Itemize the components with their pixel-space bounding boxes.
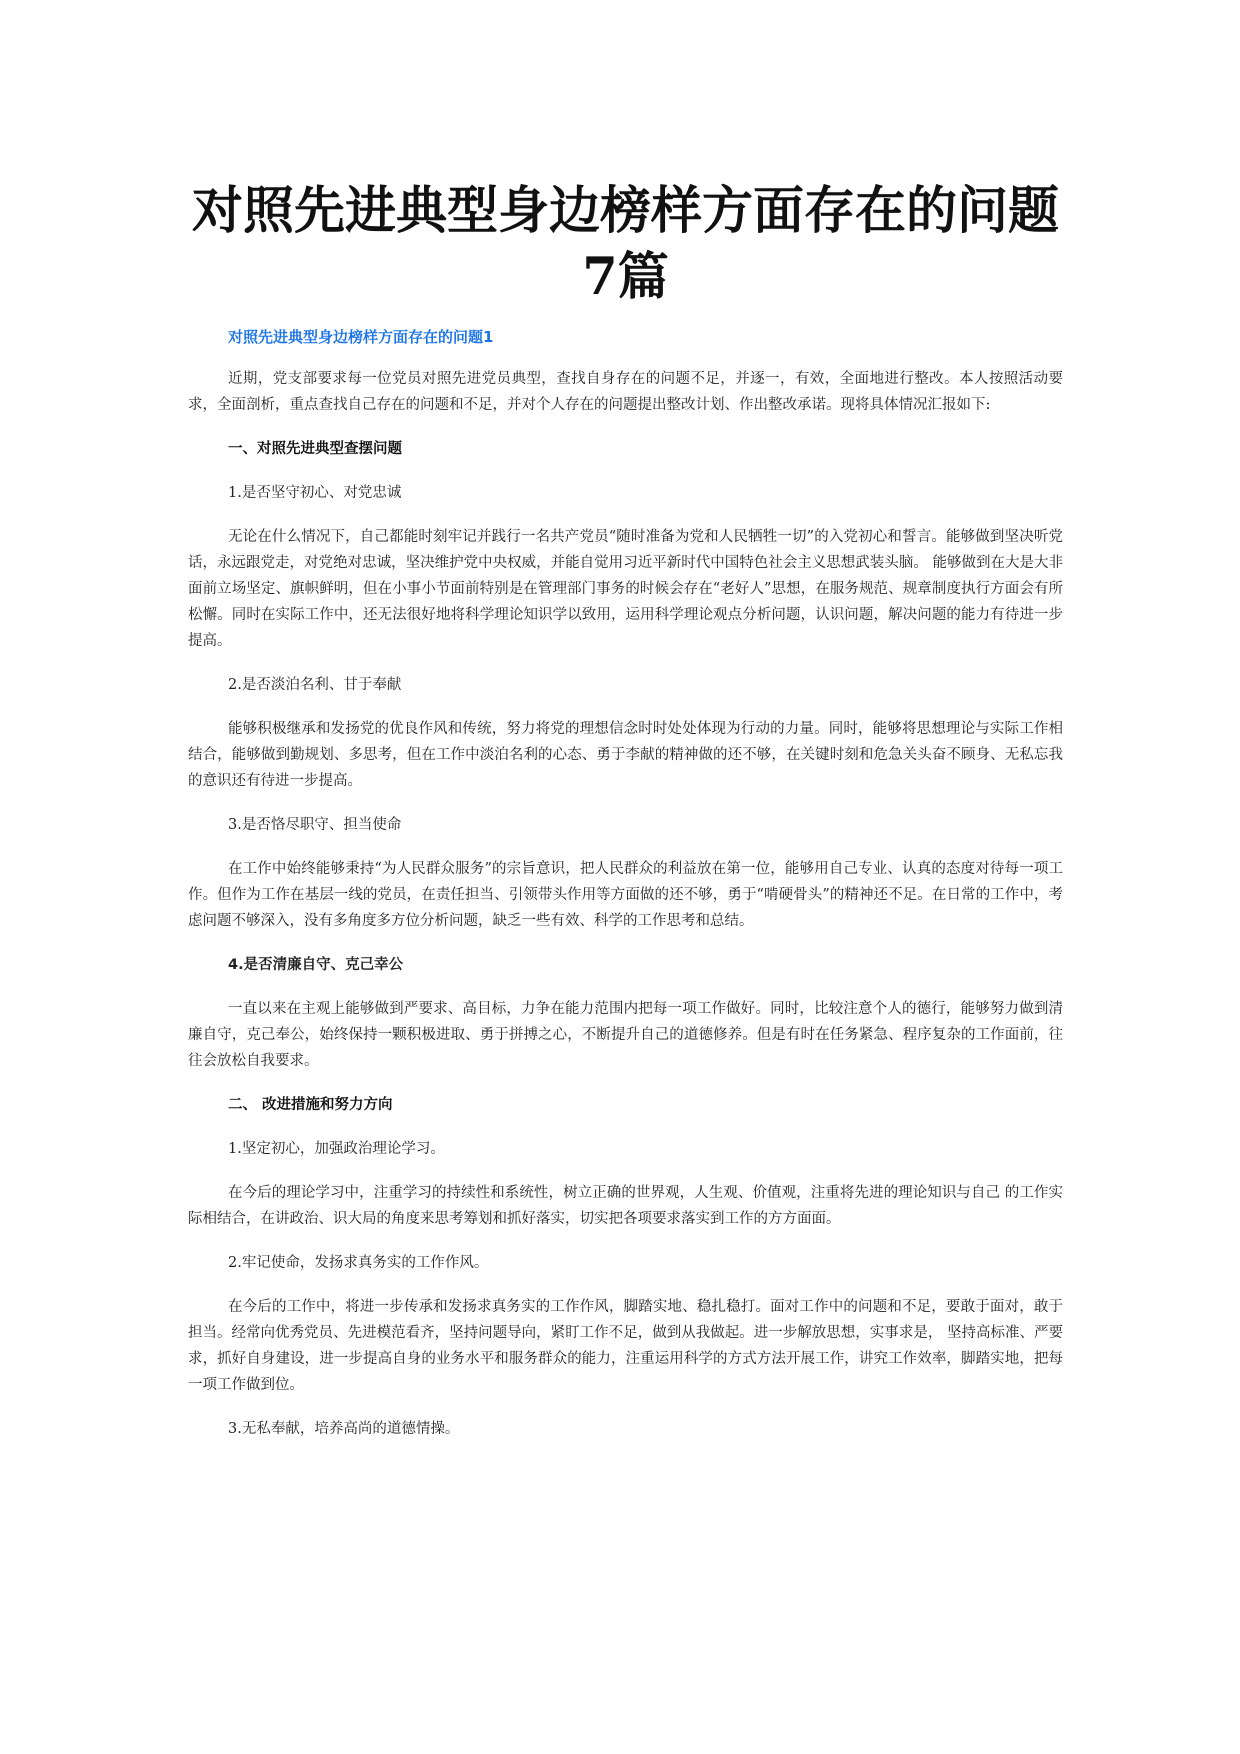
section-2-item-1-title: 1.坚定初心，加强政治理论学习。 [228, 1141, 445, 1157]
section-2-item-1-body: 在今后的理论学习中，注重学习的持续性和系统性，树立正确的世界观，人生观、价值观，注重将先进的理论知识与自己 的工作实际相结合，在讲政治、识大局的角度来思考筹划和抓好落实，切实把各项要求落实到工作的方方面面。 [188, 1185, 1063, 1227]
document-body [188, 178, 1063, 1460]
section-2-item-2-title: 2.牢记使命，发扬求真务实的工作作风。 [228, 1255, 489, 1271]
section-1-heading: 一、对照先进典型查摆问题 [228, 441, 402, 457]
article-title-link[interactable]: 对照先进典型身边榜样方面存在的问题1 [228, 328, 494, 346]
section-1-item-3-title: 3.是否恪尽职守、担当使命 [228, 817, 402, 833]
section-1-item-3-body: 在工作中始终能够秉持“为人民群众服务”的宗旨意识，把人民群众的利益放在第一位，能够用自己专业、认真的态度对待每一项工作。但作为工作在基层一线的党员，在责任担当、引领带头作用等方面做的还不够，勇于“啃硬骨头”的精神还不足。在日常的工作中，考虑问题不够深入，没有多角度多方位分析问题，缺乏一些有效、科学的工作思考和总结。 [188, 861, 1063, 929]
intro-paragraph: 近期，党支部要求每一位党员对照先进党员典型，查找自身存在的问题不足，并逐一，有效，全面地进行整改。本人按照活动要求，全面剖析，重点查找自己存在的问题和不足，并对个人存在的问题提出整改计划、作出整改承诺。现将具体情况汇报如下: [188, 371, 1063, 413]
section-2-item-2-body: 在今后的工作中，将进一步传承和发扬求真务实的工作作风，脚踏实地、稳扎稳打。面对工作中的问题和不足，要敢于面对，敢于担当。经常向优秀党员、先进模范看齐，坚持问题导向，紧盯工作不足，做到从我做起。进一步解放思想，实事求是， 坚持高标准、严要求，抓好自身建设，进一步提高自身的业务水平和服务群众的能力，注重运用科学的方式方法开展工作，讲究工作效率，脚踏实地，把每一项工作做到位。 [188, 1299, 1063, 1393]
section-2-item-3-title: 3.无私奉献，培养高尚的道德情操。 [228, 1421, 460, 1437]
section-1-item-1-body: 无论在什么情况下，自己都能时刻牢记并践行一名共产党员“随时准备为党和人民牺牲一切”的入党初心和誓言。能够做到坚决听党话，永远跟党走，对党绝对忠诚，坚决维护党中央权威，并能自觉用习近平新时代中国特色社会主义思想武装头脑。 能够做到在大是大非面前立场坚定、旗帜鲜明，但在小事小节面前特别是在管理部门事务的时候会存在“老好人”思想，在服务规范、规章制度执行方面会有所松懈。同时在实际工作中，还无法很好地将科学理论知识学以致用，运用科学理论观点分析问题，认识问题，解决问题的能力有待进一步提高。 [188, 529, 1063, 649]
section-1-item-4-body: 一直以来在主观上能够做到严要求、高目标，力争在能力范围内把每一项工作做好。同时，比较注意个人的德行，能够努力做到清廉自守，克己奉公，始终保持一颗积极进取、勇于拼搏之心，不断提升自己的道德修养。但是有时在任务紧急、程序复杂的工作面前，往往会放松自我要求。 [188, 1001, 1063, 1069]
section-1-item-2-title: 2.是否淡泊名利、甘于奉献 [228, 677, 402, 693]
section-1-item-1-title: 1.是否坚守初心、对党忠诚 [228, 485, 402, 501]
section-2-heading: 二、 改进措施和努力方向 [228, 1097, 393, 1113]
section-1-item-2-body: 能够积极继承和发扬党的优良作风和传统，努力将党的理想信念时时处处体现为行动的力量。同时，能够将思想理论与实际工作相结合，能够做到勤规划、多思考，但在工作中淡泊名利的心态、勇于李献的精神做的还不够，在关键时刻和危急关头奋不顾身、无私忘我的意识还有待进一步提高。 [188, 721, 1063, 789]
section-1-item-4-title: 4.是否清廉自守、克己幸公 [228, 957, 404, 973]
document-title: 对照先进典型身边榜样方面存在的问题7篇 [191, 181, 1059, 307]
